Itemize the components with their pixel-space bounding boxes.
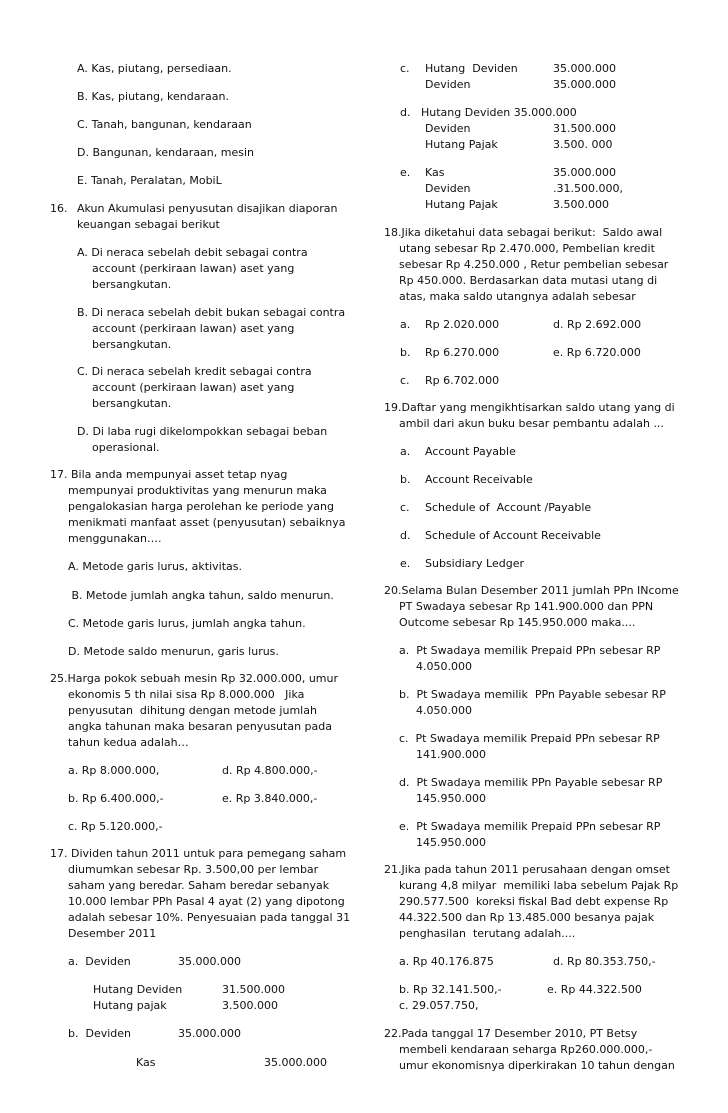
q21-stem-line: 290.577.500 koreksi fiskal Bad debt expense Rp <box>399 895 669 908</box>
q20-stem-line: Outcome sebesar Rp 145.950.000 maka.... <box>399 616 636 629</box>
q21-stem-line: penghasilan terutang adalah.... <box>399 927 576 940</box>
journal-entry-account: Hutang Deviden 35.000.000 <box>421 106 577 119</box>
q21-stem-line: kurang 4,8 milyar memiliki laba sebelum Pajak Rp <box>399 879 679 892</box>
q16-option-b: bersangkutan. <box>92 338 172 351</box>
q16-option-a: account (perkiraan lawan) aset yang <box>92 262 295 275</box>
q21-option-d: d. Rp 80.353.750,- <box>553 955 656 968</box>
q16-option-a: bersangkutan. <box>92 278 172 291</box>
q15-option-c: C. Tanah, bangunan, kendaraan <box>77 118 252 131</box>
q25-option-a: a. Rp 8.000.000, <box>68 764 160 777</box>
q17b-stem-line: Desember 2011 <box>68 927 157 940</box>
q18-stem-line: sebesar Rp 4.250.000 , Retur pembelian sebesar <box>399 258 669 271</box>
journal-entry-value: .31.500.000, <box>553 182 623 195</box>
q17a-stem-line: mempunyai produktivitas yang menurun maka <box>68 484 327 497</box>
q18-option-d: d. Rp 2.692.000 <box>553 318 642 331</box>
q17b-option-a-credit-value: 3.500.000 <box>222 999 278 1012</box>
q16-option-d: operasional. <box>92 441 160 454</box>
journal-entry-account: Deviden <box>425 78 471 91</box>
q19-option-e-marker: e. <box>400 557 411 570</box>
q22-stem-line: umur ekonomisnya diperkirakan 10 tahun dengan <box>399 1059 675 1072</box>
q21-option-a: a. Rp 40.176.875 <box>399 955 494 968</box>
q18-stem-line: Rp 450.000. Berdasarkan data mutasi utang di <box>399 274 658 287</box>
q25-stem-line: tahun kedua adalah… <box>68 736 189 749</box>
q20-option-c: c. Pt Swadaya memilik Prepaid PPn sebesar RP <box>399 732 660 745</box>
q22-stem-line: membeli kendaraan seharga Rp260.000.000,- <box>399 1043 653 1056</box>
q16-option-c: C. Di neraca sebelah kredit sebagai contra <box>77 365 312 378</box>
q17b-option-b-credit: Kas <box>136 1056 156 1069</box>
journal-entry-value: 35.000.000 <box>553 62 616 75</box>
q16-stem-line: keuangan sebagai berikut <box>77 218 220 231</box>
q16-number: 16. <box>50 202 68 215</box>
q21-stem-line: 44.322.500 dan Rp 13.485.000 besanya pajak <box>399 911 655 924</box>
q19-option-e: Subsidiary Ledger <box>425 557 524 570</box>
q21-option-e: e. Rp 44.322.500 <box>547 983 642 996</box>
q17b-option-a-credit-value: 31.500.000 <box>222 983 285 996</box>
q25-stem-line: ekonomis 5 th nilai sisa Rp 8.000.000 Jika <box>68 688 305 701</box>
journal-option-e-label: e. <box>400 166 411 179</box>
q19-option-b-marker: b. <box>400 473 411 486</box>
q17b-option-a-debit-value: 35.000.000 <box>178 955 241 968</box>
q16-option-a: A. Di neraca sebelah debit sebagai contra <box>77 246 308 259</box>
q18-stem-line: utang sebesar Rp 2.470.000, Pembelian kredit <box>399 242 655 255</box>
journal-entry-value: 31.500.000 <box>553 122 616 135</box>
q20-option-d: 145.950.000 <box>416 792 486 805</box>
q18-option-b-marker: b. <box>400 346 411 359</box>
q18-option-e: e. Rp 6.720.000 <box>553 346 641 359</box>
q20-stem-line: 20.Selama Bulan Desember 2011 jumlah PPn INcome <box>384 584 679 597</box>
q16-option-d: D. Di laba rugi dikelompokkan sebagai beban <box>77 425 328 438</box>
q19-option-b: Account Receivable <box>425 473 533 486</box>
q18-option-c: Rp 6.702.000 <box>425 374 500 387</box>
q20-option-d: d. Pt Swadaya memilik PPn Payable sebesar RP <box>399 776 663 789</box>
q20-option-c: 141.900.000 <box>416 748 486 761</box>
q25-stem-line: penyusutan dihitung dengan metode jumlah <box>68 704 317 717</box>
q21-option-c: c. 29.057.750, <box>399 999 479 1012</box>
q17a-option-c: C. Metode garis lurus, jumlah angka tahun. <box>68 617 306 630</box>
q17a-stem-line: 17. Bila anda mempunyai asset tetap nyag <box>50 468 288 481</box>
q16-stem-line: Akun Akumulasi penyusutan disajikan diaporan <box>77 202 338 215</box>
q25-option-e: e. Rp 3.840.000,- <box>222 792 318 805</box>
q16-option-b: account (perkiraan lawan) aset yang <box>92 322 295 335</box>
journal-entry-value: 35.000.000 <box>553 78 616 91</box>
q18-stem-line: 18.Jika diketahui data sebagai berikut: Saldo awal <box>384 226 663 239</box>
q19-stem-line: ambil dari akun buku besar pembantu adalah ... <box>399 417 664 430</box>
q18-option-c-marker: c. <box>400 374 410 387</box>
q17b-option-b-debit: b. Deviden <box>68 1027 131 1040</box>
q17b-option-b-debit-value: 35.000.000 <box>178 1027 241 1040</box>
q20-option-e: 145.950.000 <box>416 836 486 849</box>
q20-option-a: a. Pt Swadaya memilik Prepaid PPn sebesar RP <box>399 644 661 657</box>
journal-entry-account: Deviden <box>425 122 471 135</box>
journal-entry-account: Hutang Deviden <box>425 62 518 75</box>
journal-entry-value: 3.500.000 <box>553 198 609 211</box>
journal-entry-account: Hutang Pajak <box>425 198 498 211</box>
q17b-option-b-credit-value: 35.000.000 <box>264 1056 327 1069</box>
q17b-option-a-credit: Hutang pajak <box>93 999 167 1012</box>
q22-stem-line: 22.Pada tanggal 17 Desember 2010, PT Betsy <box>384 1027 638 1040</box>
q17a-stem-line: menggunakan…. <box>68 532 162 545</box>
q21-stem-line: 21.Jika pada tahun 2011 perusahaan dengan omset <box>384 863 670 876</box>
q17b-stem-line: saham yang beredar. Saham beredar sebanyak <box>68 879 330 892</box>
q17b-option-a-credit: Hutang Deviden <box>93 983 183 996</box>
q15-option-e: E. Tanah, Peralatan, MobiL <box>77 174 222 187</box>
q21-option-b: b. Rp 32.141.500,- <box>399 983 502 996</box>
q25-stem-line: 25.Harga pokok sebuah mesin Rp 32.000.000, umur <box>50 672 339 685</box>
q20-option-b: 4.050.000 <box>416 704 472 717</box>
q18-option-a: Rp 2.020.000 <box>425 318 500 331</box>
q15-option-d: D. Bangunan, kendaraan, mesin <box>77 146 255 159</box>
journal-entry-account: Kas <box>425 166 445 179</box>
q17a-option-b: B. Metode jumlah angka tahun, saldo menurun. <box>68 589 334 602</box>
q25-option-d: d. Rp 4.800.000,- <box>222 764 318 777</box>
journal-entry-value: 3.500. 000 <box>553 138 613 151</box>
q19-option-a: Account Payable <box>425 445 516 458</box>
q17b-option-a-debit: a. Deviden <box>68 955 131 968</box>
q19-option-c: Schedule of Account /Payable <box>425 501 592 514</box>
journal-option-d-label: d. <box>400 106 411 119</box>
q17b-stem-line: diumumkan sebesar Rp. 3.500,00 per lembar <box>68 863 319 876</box>
q19-stem-line: 19.Daftar yang mengikhtisarkan saldo utang yang di <box>384 401 675 414</box>
journal-entry-account: Deviden <box>425 182 471 195</box>
q18-option-a-marker: a. <box>400 318 411 331</box>
journal-entry-account: Hutang Pajak <box>425 138 498 151</box>
q25-stem-line: angka tahunan maka besaran penyusutan pada <box>68 720 332 733</box>
q17a-option-d: D. Metode saldo menurun, garis lurus. <box>68 645 279 658</box>
q18-stem-line: atas, maka saldo utangnya adalah sebesar <box>399 290 636 303</box>
q20-option-a: 4.050.000 <box>416 660 472 673</box>
q17b-stem-line: 10.000 lembar PPh Pasal 4 ayat (2) yang dipotong <box>68 895 345 908</box>
q20-option-e: e. Pt Swadaya memilik Prepaid PPn sebesar RP <box>399 820 661 833</box>
q15-option-a: A. Kas, piutang, persediaan. <box>77 62 232 75</box>
q20-option-b: b. Pt Swadaya memilik PPn Payable sebesar RP <box>399 688 666 701</box>
q16-option-b: B. Di neraca sebelah debit bukan sebagai contra <box>77 306 346 319</box>
q17a-stem-line: menikmati manfaat asset (penyusutan) sebaiknya <box>68 516 346 529</box>
journal-entry-value: 35.000.000 <box>553 166 616 179</box>
q18-option-b: Rp 6.270.000 <box>425 346 500 359</box>
q17b-stem-line: 17. Dividen tahun 2011 untuk para pemegang saham <box>50 847 347 860</box>
q17a-stem-line: pengalokasian harga perolehan ke periode yang <box>68 500 334 513</box>
q25-option-c: c. Rp 5.120.000,- <box>68 820 163 833</box>
q20-stem-line: PT Swadaya sebesar Rp 141.900.000 dan PPN <box>399 600 654 613</box>
journal-option-c-label: c. <box>400 62 410 75</box>
q19-option-c-marker: c. <box>400 501 410 514</box>
q25-option-b: b. Rp 6.400.000,- <box>68 792 164 805</box>
q17a-option-a: A. Metode garis lurus, aktivitas. <box>68 560 242 573</box>
q16-option-c: account (perkiraan lawan) aset yang <box>92 381 295 394</box>
q15-option-b: B. Kas, piutang, kendaraan. <box>77 90 229 103</box>
q17b-stem-line: adalah sebesar 10%. Penyesuaian pada tanggal 31 <box>68 911 351 924</box>
q16-option-c: bersangkutan. <box>92 397 172 410</box>
q19-option-a-marker: a. <box>400 445 411 458</box>
q19-option-d-marker: d. <box>400 529 411 542</box>
q19-option-d: Schedule of Account Receivable <box>425 529 601 542</box>
